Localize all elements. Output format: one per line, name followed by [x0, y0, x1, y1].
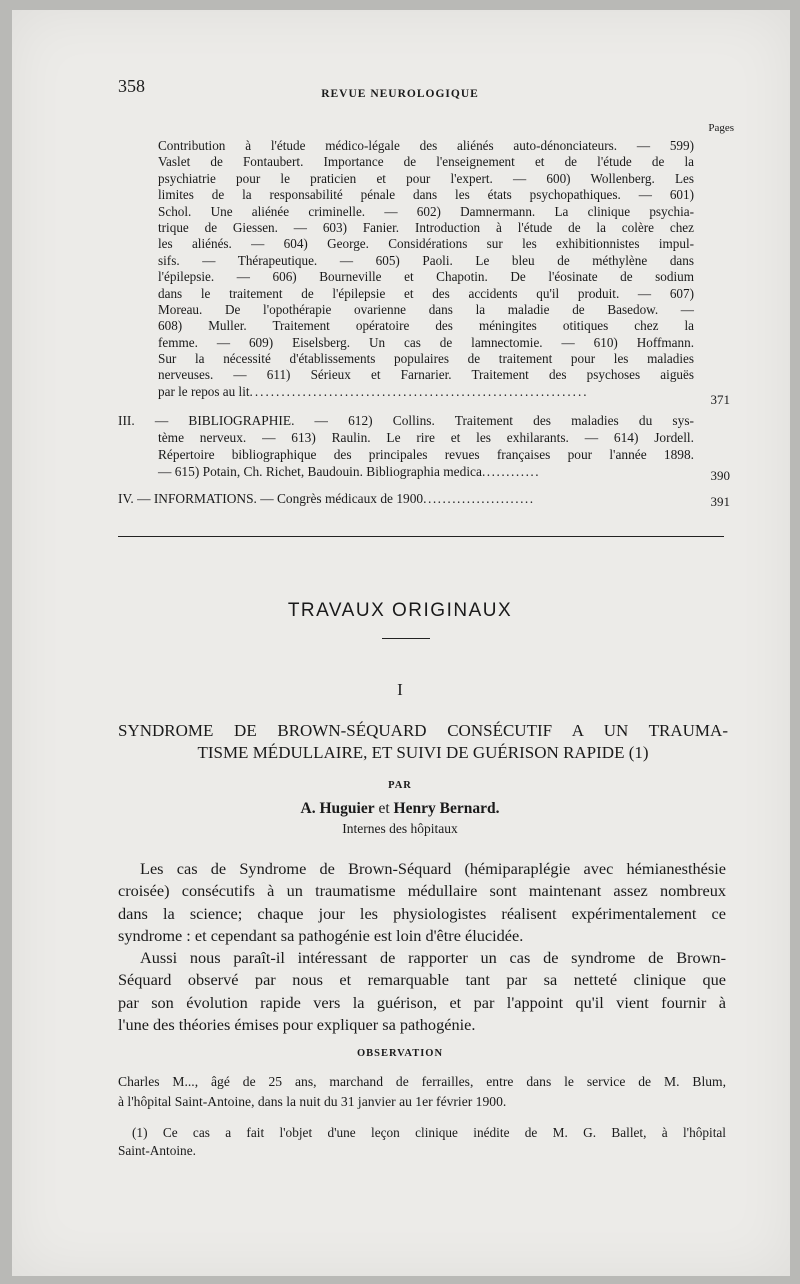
paragraph-1	[118, 858, 726, 947]
obs-line: à l'hôpital Saint-Antoine, dans la nuit du 31 janvier au 1er février 1900.	[118, 1094, 507, 1109]
toc-section-informations: IV. — INFORMATIONS. — Congrès médicaux de 1900.......................	[118, 491, 535, 506]
toc-line: psychiatrie pour le praticien et pour l'expert. — 600) Wollenberg. Les	[158, 170, 694, 186]
pages-label: Pages	[708, 122, 734, 134]
toc-line: les aliénés. — 604) George. Considérations sur les exhibitionnistes impul-	[158, 236, 694, 252]
body-line: croisée) consécutifs à un traumatisme médullaire sont maintenant assez nombreux	[118, 881, 726, 901]
authors	[0, 800, 800, 818]
author: A. Huguier	[300, 800, 375, 817]
toc-line: dans le traitement de l'épilepsie et des accidents qu'il produit. — 607)	[158, 285, 694, 301]
footnote-line: (1) Ce cas a fait l'objet d'une leçon clinique inédite de M. G. Ballet, à l'hôpital	[132, 1125, 726, 1140]
affiliation: Internes des hôpitaux	[342, 821, 458, 836]
toc-line: Répertoire bibliographique des principales revues françaises pour l'année 1898.	[158, 447, 694, 462]
toc-line: Moreau. De l'opothérapie ovarienne dans la maladie de Basedow. —	[158, 301, 694, 317]
body-line: syndrome : et cependant sa pathogénie est loin d'être élucidée.	[118, 925, 524, 945]
obs-line: Charles M..., âgé de 25 ans, marchand de ferrailles, entre dans le service de M. Blum,	[118, 1074, 726, 1089]
short-rule	[382, 638, 430, 639]
running-title: REVUE NEUROLOGIQUE	[321, 88, 479, 100]
toc-line-last: — 615) Potain, Ch. Richet, Baudouin. Bibliographia medica............	[158, 464, 541, 479]
toc-line: Schol. Une aliénée criminelle. — 602) Damnermann. La clinique psychia-	[158, 203, 694, 219]
toc-line: sifs. — Thérapeutique. — 605) Paoli. Le bleu de méthylène dans	[158, 252, 694, 268]
toc-line: limites de la responsabilité pénale dans les états psychopathiques. — 601)	[158, 187, 694, 203]
author: Henry Bernard.	[393, 800, 500, 817]
section-heading: TRAVAUX ORIGINAUX	[287, 600, 513, 621]
article-number: I	[397, 680, 403, 699]
body-line: par son évolution rapide vers la guérison, et par l'appoint qu'il vient fournir à	[118, 992, 726, 1012]
toc-page-371: 371	[710, 392, 730, 407]
observation-heading: OBSERVATION	[356, 1048, 444, 1059]
body-line: l'une des théories émises pour expliquer sa pathogénie.	[118, 1014, 476, 1034]
body-line: dans la science; chaque jour les physiologistes réalisent expérimentalement ce	[118, 903, 726, 923]
author-join: et	[378, 800, 390, 817]
footnote-line: Saint-Antoine.	[118, 1143, 196, 1158]
toc-line: Contribution à l'étude médico-légale des aliénés auto-dénonciateurs. — 599)	[158, 138, 694, 153]
toc-line: tème nerveux. — 613) Raulin. Le rire et les exhilarants. — 614) Jordell.	[158, 430, 694, 445]
toc-section-bibliographie	[118, 412, 694, 480]
toc-continuation	[158, 138, 694, 400]
body-line: Aussi nous paraît-il intéressant de rapporter un cas de syndrome de Brown-	[140, 948, 726, 967]
par-label: PAR	[388, 780, 412, 791]
title-line: SYNDROME DE BROWN-SÉQUARD CONSÉCUTIF A UN TRAUMA-	[118, 721, 728, 740]
observation-text	[118, 1072, 726, 1112]
title-line: TISME MÉDULLAIRE, ET SUIVI DE GUÉRISON RAPIDE (1)	[197, 743, 649, 762]
body-line: Séquard observé par nous et remarquable tant par sa netteté clinique que	[118, 970, 726, 990]
toc-line: 608) Muller. Traitement opératoire des méningites otitiques chez la	[158, 318, 694, 334]
toc-line-last: par le repos au lit................................................................	[158, 383, 589, 399]
toc-line: trique de Giessen. — 603) Fanier. Introduction à l'étude de la colère chez	[158, 219, 694, 235]
toc-line: Vaslet de Fontaubert. Importance de l'enseignement et de l'étude de la	[158, 154, 694, 170]
toc-line: nerveuses. — 611) Sérieux et Farnarier. Traitement des psychoses aiguës	[158, 367, 694, 383]
page-number: 358	[118, 76, 145, 96]
footnote	[118, 1124, 726, 1160]
toc-page-390: 390	[710, 468, 730, 483]
separator-rule	[118, 536, 724, 537]
article-title	[118, 720, 728, 764]
paragraph-2	[118, 947, 726, 1036]
body-line: Les cas de Syndrome de Brown-Séquard (hémiparaplégie avec hémianesthésie	[140, 859, 726, 878]
toc-line: III. — BIBLIOGRAPHIE. — 612) Collins. Traitement des maladies du sys-	[118, 413, 694, 428]
toc-line: Sur la nécessité d'établissements populaires de traitement pour les maladies	[158, 351, 694, 367]
toc-page-391: 391	[710, 494, 730, 509]
toc-line: l'épilepsie. — 606) Bourneville et Chapotin. De l'éosinate de sodium	[158, 269, 694, 285]
toc-line: femme. — 609) Eiselsberg. Un cas de lamnectomie. — 610) Hoffmann.	[158, 334, 694, 350]
